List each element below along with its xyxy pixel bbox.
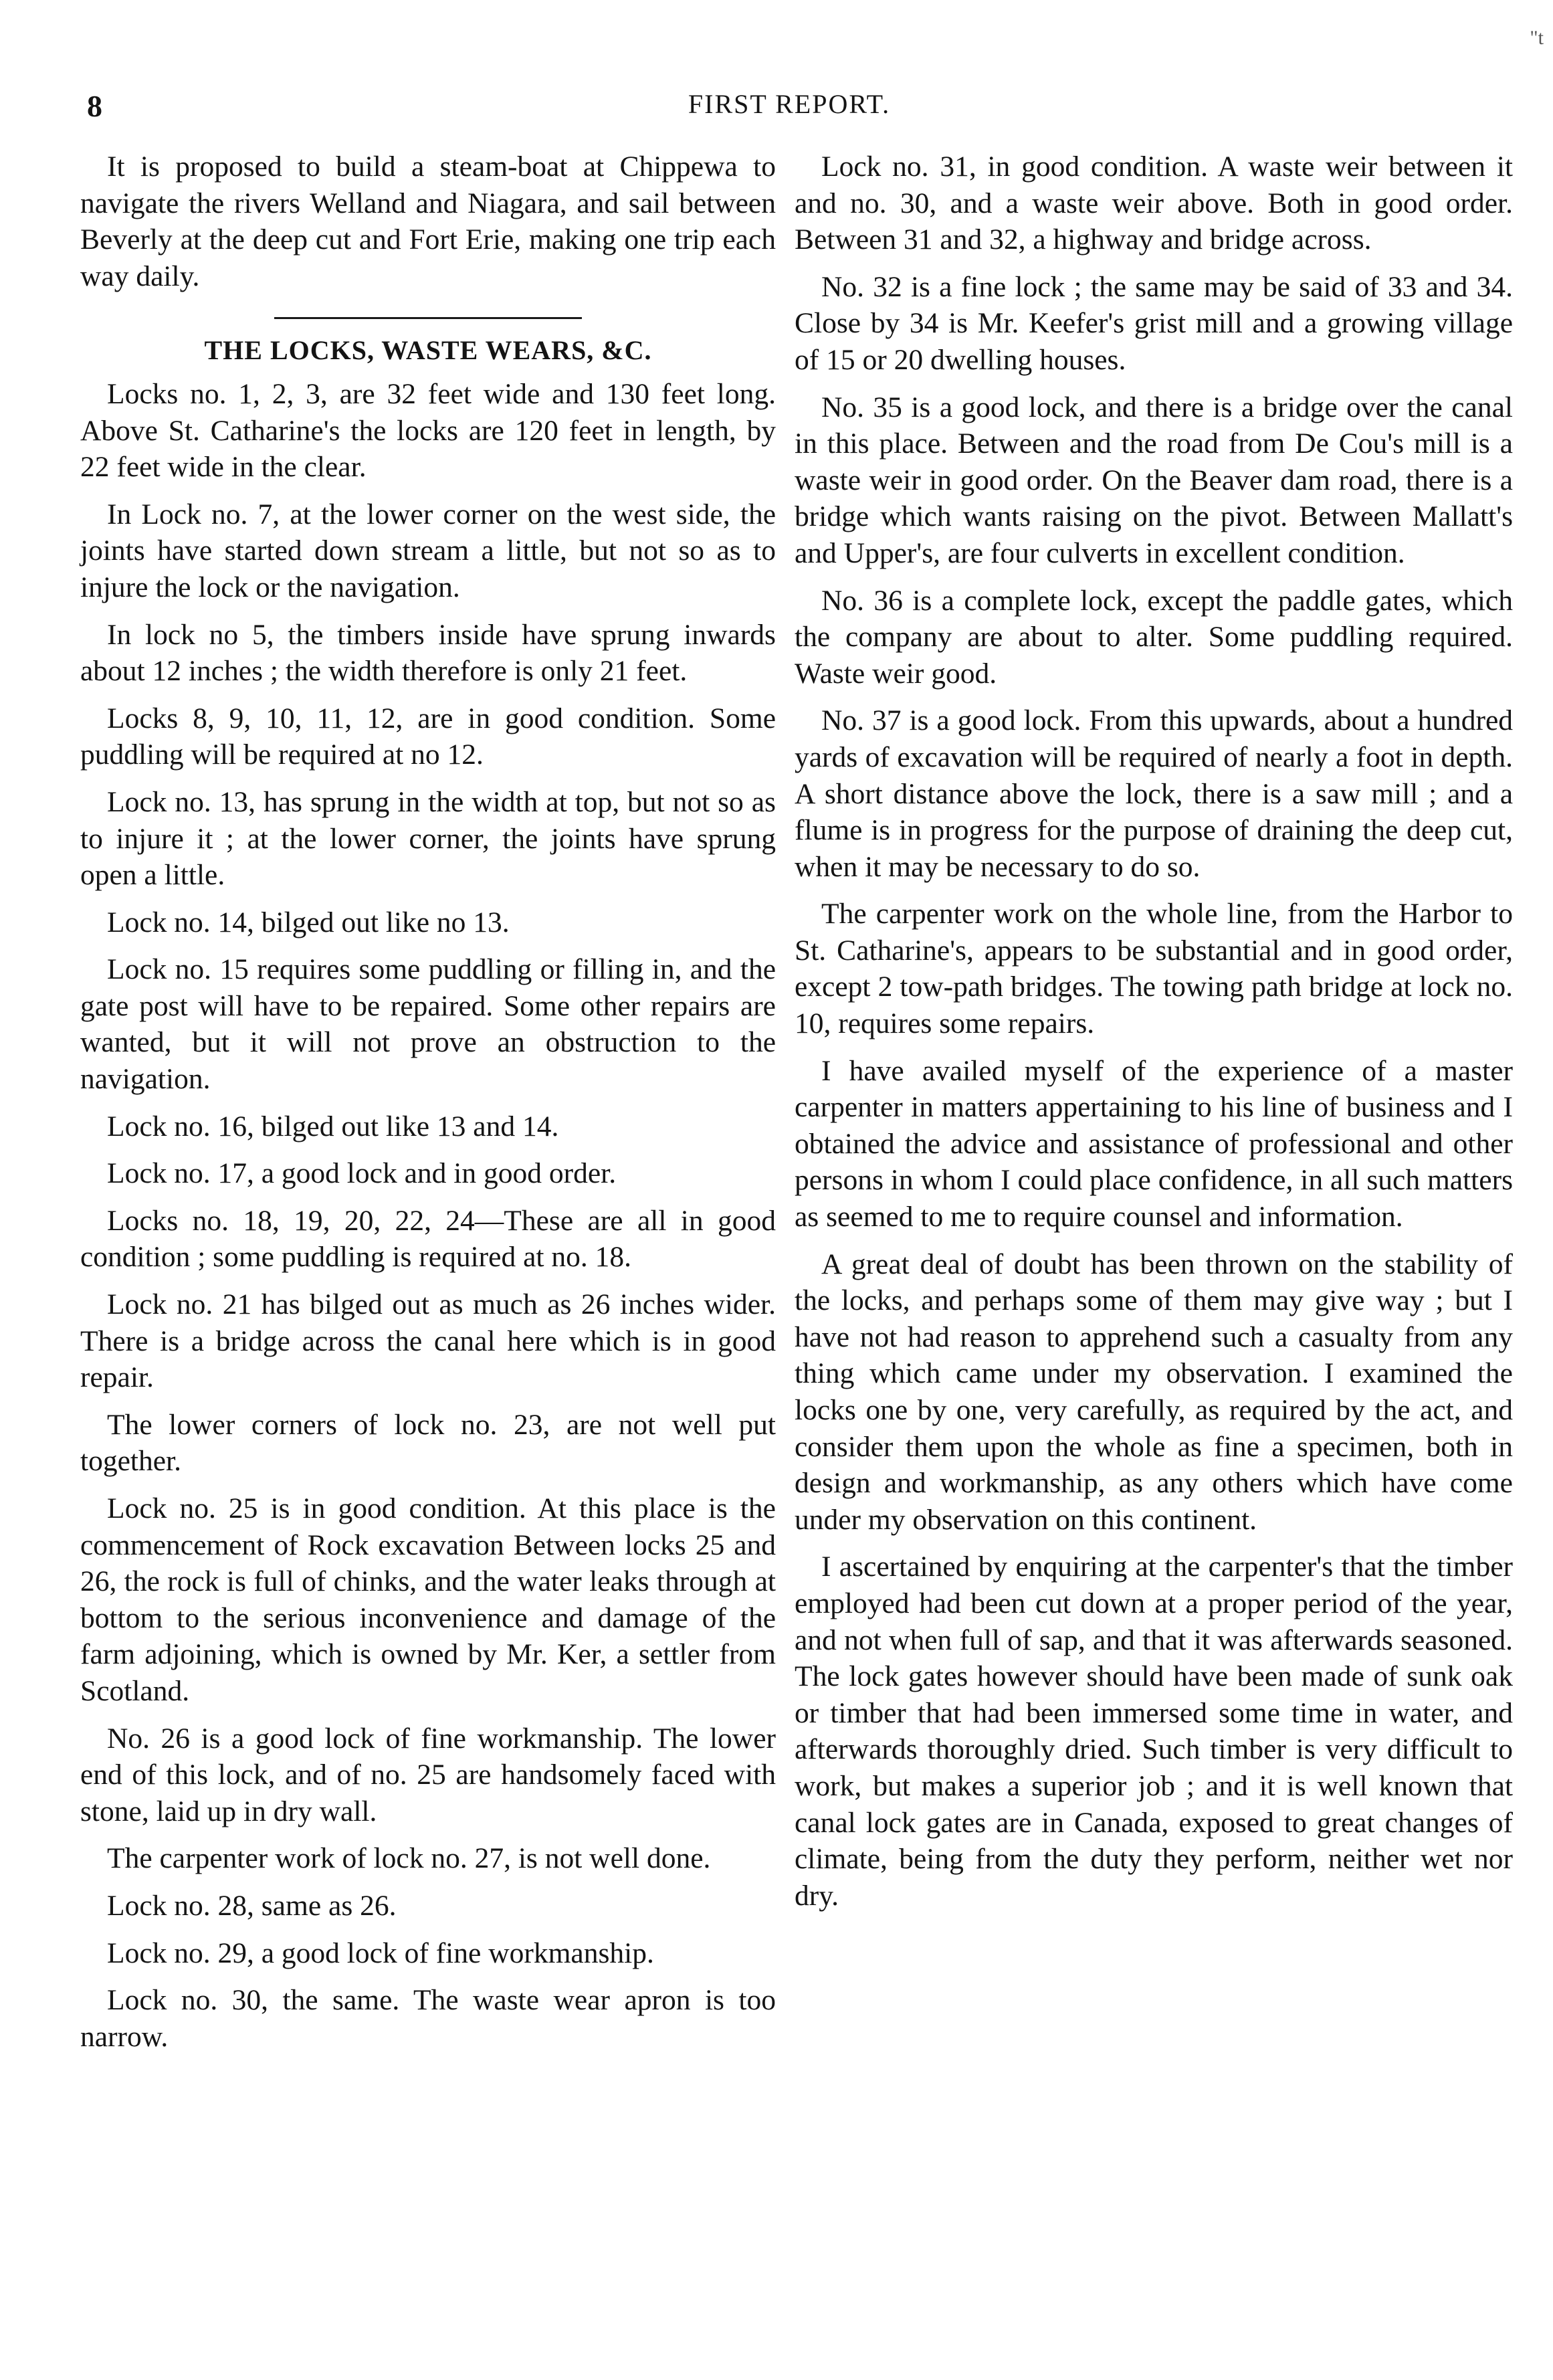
paragraph: Locks no. 18, 19, 20, 22, 24—These are all in good condition ; some puddling is required at no. 18. [80, 1204, 776, 1274]
paragraph: Lock no. 17, a good lock and in good order. [107, 1157, 617, 1190]
paragraph: It is proposed to build a steam-boat at Chippewa to navigate the rivers Welland and Niagara, and sail between Beverly at the deep cut and Fort Erie, making one trip each way daily. [80, 151, 776, 292]
paragraph: In Lock no. 7, at the lower corner on the west side, the joints have started down stream a little, but not so as to injure the lock or the navigation. [80, 498, 776, 603]
paragraph: Lock no. 28, same as 26. [107, 1889, 397, 1922]
paragraph: The lower corners of lock no. 23, are not well put together. [80, 1408, 776, 1478]
paragraph: Lock no. 29, a good lock of fine workmanship. [107, 1937, 654, 1969]
paragraph: Lock no. 14, bilged out like no 13. [107, 906, 510, 938]
paragraph: The carpenter work of lock no. 27, is not well done. [107, 1842, 711, 1875]
paragraph: Locks no. 1, 2, 3, are 32 feet wide and 130 feet long. Above St. Catharine's the locks are 120 feet in length, by 22 feet wide in the clear. [80, 377, 776, 484]
paragraph: No. 32 is a fine lock ; the same may be said of 33 and 34. Close by 34 is Mr. Keefer's grist mill and a growing village of 15 or 20 dwelling houses. [795, 270, 1513, 376]
left-column [80, 148, 776, 2066]
paragraph: Lock no. 21 has bilged out as much as 26 inches wider. There is a bridge across the canal here which is in good repair. [80, 1288, 776, 1394]
paragraph: Lock no. 30, the same. The waste wear apron is too narrow. [80, 1984, 776, 2053]
page-number: 8 [87, 89, 102, 123]
page-header [80, 88, 1498, 135]
paragraph: No. 37 is a good lock. From this upwards, about a hundred yards of excavation will be required of nearly a foot in depth. A short distance above the lock, there is a saw mill ; and a flume is in progress for the purpose of draining the deep cut, when it may be necessary to do so. [795, 704, 1513, 883]
running-head: FIRST REPORT. [688, 89, 891, 119]
paragraph: I have availed myself of the experience of a master carpenter in matters appertaining to his line of business and I obtained the advice and assistance of professional and other persons in whom I could place confidence, in all such matters as seemed to me to require counsel and information. [795, 1054, 1513, 1233]
paragraph: No. 26 is a good lock of fine workmanship. The lower end of this lock, and of no. 25 are handsomely faced with stone, laid up in dry wall. [80, 1722, 776, 1827]
paragraph: In lock no 5, the timbers inside have sprung inwards about 12 inches ; the width therefore is only 21 feet. [80, 618, 776, 688]
paragraph: I ascertained by enquiring at the carpenter's that the timber employed had been cut down at a proper period of the year, and not when full of sap, and that it was afterwards seasoned. The lock gates however should have been made of sunk oak or timber that had been immersed some time in water, and afterwards thoroughly dried. Such timber is very difficult to work, but makes a superior job ; and it is well known that canal lock gates are in Canada, exposed to great changes of climate, being from the duty they perform, neither wet nor dry. [795, 1551, 1513, 1912]
paragraph: No. 35 is a good lock, and there is a bridge over the canal in this place. Between and the road from De Cou's mill is a waste weir in good order. On the Beaver dam road, there is a bridge which wants raising on the pivot. Between Mallatt's and Upper's, are four culverts in excellent condition. [795, 391, 1513, 569]
paragraph: The carpenter work on the whole line, from the Harbor to St. Catharine's, appears to be substantial and in good order, except 2 tow-path bridges. The towing path bridge at lock no. 10, requires some repairs. [795, 898, 1513, 1040]
paragraph: Lock no. 16, bilged out like 13 and 14. [107, 1110, 559, 1143]
paragraph: A great deal of doubt has been thrown on the stability of the locks, and perhaps some of them may give way ; but I have not had reason to apprehend such a casualty from any thing which came under my observation. I examined the locks one by one, very carefully, as required by the act, and consider them upon the whole as fine a specimen, both in design and workmanship, as any others which have come under my observation on this continent. [795, 1248, 1513, 1536]
paragraph: Lock no. 13, has sprung in the width at top, but not so as to injure it ; at the lower corner, the joints have sprung open a little. [80, 785, 776, 892]
paragraph: No. 36 is a complete lock, except the paddle gates, which the company are about to alter. Some puddling required. Waste weir good. [795, 584, 1513, 690]
section-rule [274, 317, 582, 319]
paragraph: Lock no. 15 requires some puddling or filling in, and the gate post will have to be repaired. Some other repairs are wanted, but it will not prove an obstruction to the navigation. [80, 953, 776, 1096]
paragraph: Locks 8, 9, 10, 11, 12, are in good condition. Some puddling will be required at no 12. [80, 702, 776, 771]
paragraph: Lock no. 25 is in good condition. At this place is the commencement of Rock excavation Between locks 25 and 26, the rock is full of chinks, and the water leaks through at bottom to the serious inconvenience and damage of the farm adjoining, which is owned by Mr. Ker, a settler from Scotland. [80, 1492, 776, 1707]
paragraph: Lock no. 31, in good condition. A waste weir between it and no. 30, and a waste weir above. Both in good order. Between 31 and 32, a highway and bridge across. [795, 151, 1513, 256]
margin-mark: "t [1530, 27, 1544, 49]
section-heading: THE LOCKS, WASTE WEARS, &C. [204, 335, 652, 366]
right-column [795, 148, 1513, 1924]
